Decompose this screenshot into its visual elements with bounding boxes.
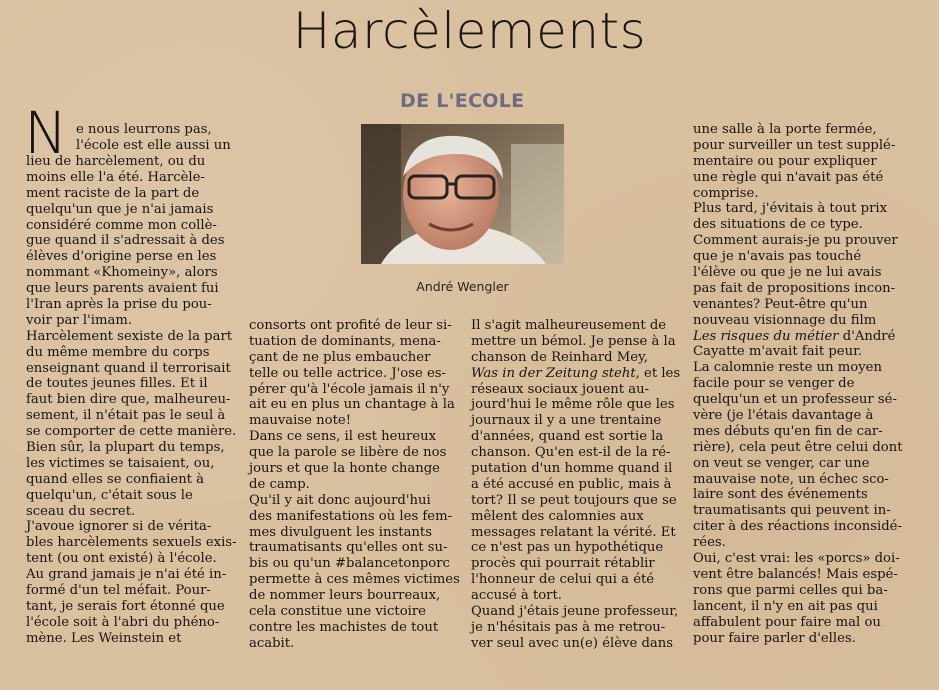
text-line: mène. Les Weinstein et xyxy=(26,630,182,646)
text-line: une salle à la porte fermée, xyxy=(693,122,877,137)
text-line: putation d'un homme quand il xyxy=(471,461,673,477)
text-line: bis ou qu'un #balancetonporc xyxy=(249,556,450,572)
text-line: jours et que la honte change xyxy=(249,461,440,477)
text-line: je n'hésitais pas à me retrou- xyxy=(471,619,666,635)
text-line: jourd'hui le même rôle que les xyxy=(471,397,675,413)
text-line: J'avoue ignorer si de vérita- xyxy=(26,519,212,535)
text-line: de camp. xyxy=(249,476,310,492)
text-line: Dans ce sens, il est heureux xyxy=(249,429,437,445)
text-line: laire sont des événements xyxy=(693,487,868,503)
text-line: mauvaise note! xyxy=(249,413,351,429)
text-line: l'élève ou que je ne lui avais xyxy=(693,265,882,281)
text-line: facile pour se venger de xyxy=(693,376,855,392)
text-line: tant, je serais fort étonné que xyxy=(26,598,225,614)
text-line: sement, il n'était pas le seul à xyxy=(26,408,226,424)
text-line: çant de ne plus embaucher xyxy=(249,349,431,365)
text-line: faut bien dire que, malheureu- xyxy=(26,392,231,408)
text-line: moins elle l'a été. Harcèle- xyxy=(26,169,205,185)
text-line: on veut se venger, car une xyxy=(693,455,870,471)
text-line: se comporter de cette manière. xyxy=(26,424,237,440)
text-line: les victimes se taisaient, ou, xyxy=(26,455,215,471)
text-line: considéré comme mon collè- xyxy=(26,217,217,233)
text-line: Oui, c'est vrai: les «porcs» doi- xyxy=(693,551,900,567)
text-line: tort? Il se peut toujours que se xyxy=(471,492,677,508)
text-line: vère (je l'étais davantage à xyxy=(693,408,874,424)
text-line: ment raciste de la part de xyxy=(26,185,200,201)
text-line: mettre un bémol. Je pense à la xyxy=(471,333,676,349)
text-line: pour surveiller un test supplé- xyxy=(693,137,896,153)
text-line: pas fait de propositions incon- xyxy=(693,280,896,296)
text-line: nouveau visionnage du film xyxy=(693,312,877,328)
text-line: traumatisants qui peuvent in- xyxy=(693,503,891,519)
text-line: formé d'un tel méfait. Pour- xyxy=(26,583,211,599)
text-line: accusé à tort. xyxy=(471,588,562,604)
text-line: quelqu'un que je n'ai jamais xyxy=(26,201,214,217)
column-2 xyxy=(249,318,460,652)
text-line: d'années, quand est sortie la xyxy=(471,429,664,445)
text-line: ce n'est pas un hypothétique xyxy=(471,540,664,556)
text-line: Harcèlement sexiste de la part xyxy=(26,328,233,344)
text-line: lancent, il n'y en ait pas qui xyxy=(693,598,878,614)
text-line: consorts ont profité de leur si- xyxy=(249,318,452,333)
text-line: Quand j'étais jeune professeur, xyxy=(471,604,679,620)
text-line: messages relatant la vérité. Et xyxy=(471,524,676,540)
text-line: Plus tard, j'évitais à tout prix xyxy=(693,201,888,217)
text-line: La calomnie reste un moyen xyxy=(693,360,882,376)
text-line: tuation de dominants, mena- xyxy=(249,333,441,349)
text-line: une règle qui n'avait pas été xyxy=(693,169,884,185)
text-line: permette à ces mêmes victimes xyxy=(249,572,460,588)
text-line: e nous leurrons pas, xyxy=(76,122,212,137)
text-line: pérer qu'à l'école jamais il n'y xyxy=(249,381,450,397)
text-line: du même membre du corps xyxy=(26,344,210,360)
text-line: que la parole se libère de nos xyxy=(249,445,447,461)
text-line: rées. xyxy=(693,535,726,551)
text-line: cela constitue une victoire xyxy=(249,604,426,620)
portrait-illustration xyxy=(361,124,564,264)
text-line: a été accusé en public, mais à xyxy=(471,476,672,492)
text-line: pour faire parler d'elles. xyxy=(693,630,856,646)
text-line: rière), cela peut être celui dont xyxy=(693,439,903,455)
text-line: Au grand jamais je n'ai été in- xyxy=(26,567,227,583)
text-line: l'école est elle aussi un xyxy=(76,137,231,153)
text-line: quand elles se confiaient à xyxy=(26,471,205,487)
text-line: lieu de harcèlement, ou du xyxy=(26,154,206,169)
text-line: réseaux sociaux jouent au- xyxy=(471,381,650,397)
text-line: vent être balancés! Mais espé- xyxy=(693,566,898,582)
text-line: Bien sûr, la plupart du temps, xyxy=(26,440,225,456)
text-line: enseignant quand il terrorisait xyxy=(26,360,231,376)
text-line: mentaire ou pour expliquer xyxy=(693,153,877,169)
text-line: mauvaise note, un échec sco- xyxy=(693,471,889,487)
text-line: contre les machistes de tout xyxy=(249,619,439,635)
text-line: mêlent des calomnies aux xyxy=(471,508,644,524)
text-line: chanson. Qu'en est-il de la ré- xyxy=(471,445,671,461)
text-line: sceau du secret. xyxy=(26,503,136,519)
text-line: quelqu'un et un professeur sé- xyxy=(693,392,897,408)
text-line: gue quand il s'adressait à des xyxy=(26,233,225,249)
column-1-lead xyxy=(76,122,231,154)
column-4 xyxy=(693,122,903,646)
text-line: comprise. xyxy=(693,185,759,201)
text-line: Was in der Zeitung steht, et les xyxy=(471,365,681,381)
text-line: que leurs parents avaient fui xyxy=(26,281,219,297)
text-line: des situations de ce type. xyxy=(693,217,863,233)
author-photo xyxy=(361,124,564,264)
article-subtitle: DE L'ECOLE xyxy=(400,90,525,112)
text-line: l'Iran après la prise du pou- xyxy=(26,297,212,313)
text-line: que je n'avais pas touché xyxy=(693,249,862,265)
text-line: Il s'agit malheureusement de xyxy=(471,318,667,333)
text-line: Les risques du métier d'André xyxy=(693,328,896,344)
text-line: Comment aurais-je pu prouver xyxy=(693,233,898,249)
text-line: acabit. xyxy=(249,635,295,651)
text-line: l'honneur de celui qui a été xyxy=(471,572,655,588)
text-line: Cayatte m'avait fait peur. xyxy=(693,344,863,360)
text-line: ver seul avec un(e) élève dans xyxy=(471,635,674,651)
text-line: traumatisants qu'elles ont su- xyxy=(249,540,448,556)
column-3 xyxy=(471,318,680,652)
text-line: affabulent pour faire mal ou xyxy=(693,614,881,630)
text-line: journaux il y a une trentaine xyxy=(471,413,662,429)
text-line: Qu'il y ait donc aujourd'hui xyxy=(249,492,431,508)
text-line: de nommer leurs bourreaux, xyxy=(249,588,441,604)
text-line: chanson de Reinhard Mey, xyxy=(471,349,648,365)
photo-caption: André Wengler xyxy=(416,279,509,294)
text-line: tent (ou ont existé) à l'école. xyxy=(26,551,217,567)
text-line: nommant «Khomeiny», alors xyxy=(26,265,218,281)
text-line: telle ou telle actrice. J'ose es- xyxy=(249,365,446,381)
drop-cap: N xyxy=(24,99,68,167)
text-line: rons que parmi celles qui ba- xyxy=(693,582,888,598)
text-line: élèves d'origine perse en les xyxy=(26,249,217,265)
text-line: procès qui pourrait rétablir xyxy=(471,556,655,572)
text-line: mes débuts qu'en fin de car- xyxy=(693,423,883,439)
text-line: des manifestations où les fem- xyxy=(249,508,453,524)
text-line: bles harcèlements sexuels exis- xyxy=(26,535,237,551)
column-1 xyxy=(26,154,237,647)
text-line: l'école soit à l'abri du phéno- xyxy=(26,614,220,630)
text-line: quelqu'un, c'était sous le xyxy=(26,487,193,503)
text-line: mes divulguent les instants xyxy=(249,524,432,540)
text-line: venantes? Peut-être qu'un xyxy=(693,296,868,312)
article-title: Harcèlements xyxy=(292,2,647,60)
text-line: citer à des réactions inconsidé- xyxy=(693,519,902,535)
text-line: ait eu en plus un chantage à la xyxy=(249,397,455,413)
text-line: de toutes jeunes filles. Et il xyxy=(26,376,208,392)
text-line: voir par l'imam. xyxy=(26,312,133,328)
